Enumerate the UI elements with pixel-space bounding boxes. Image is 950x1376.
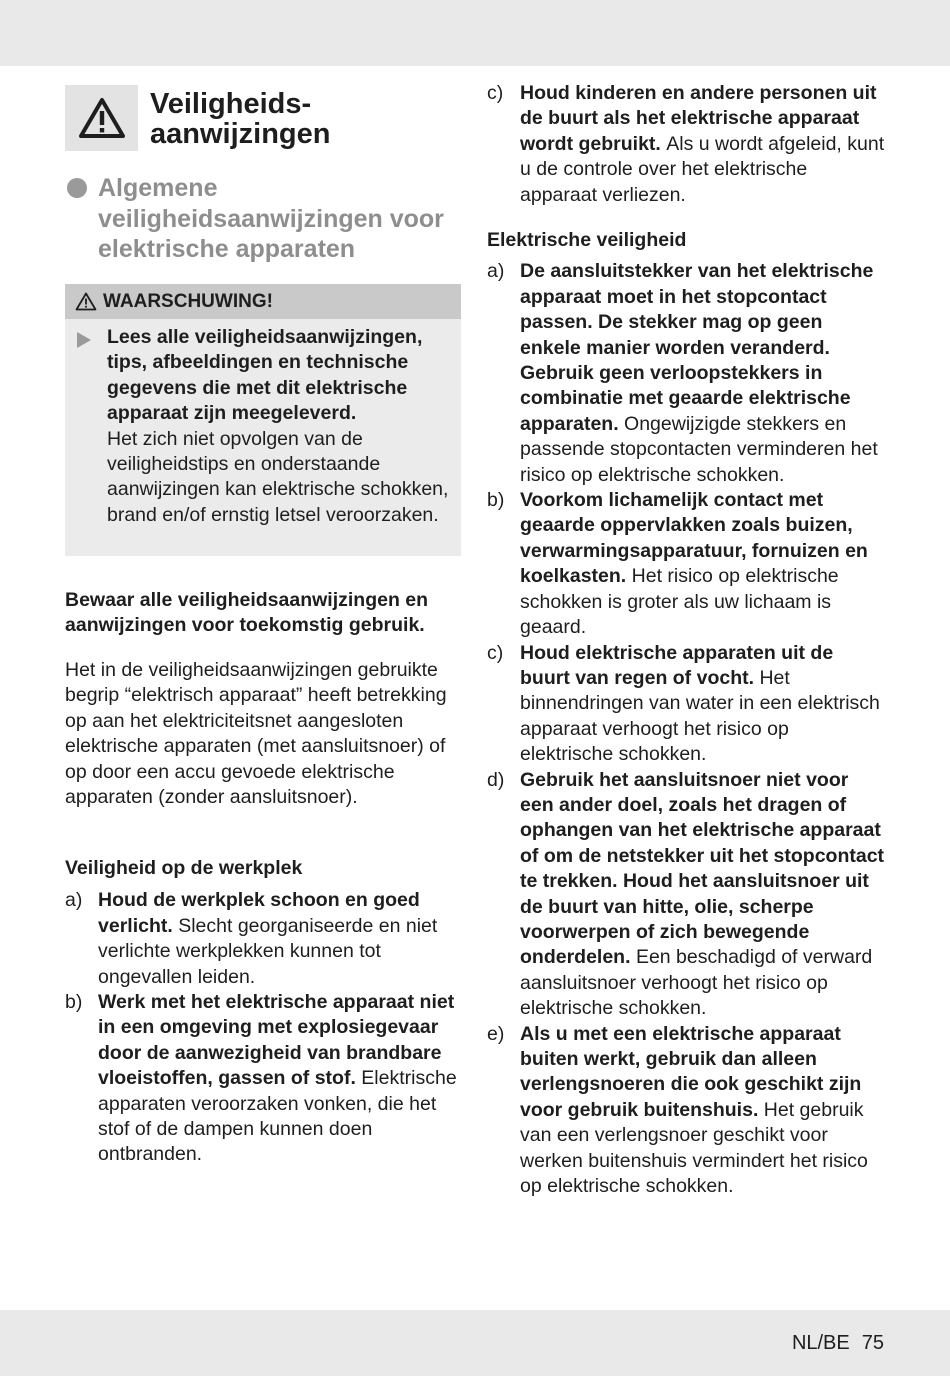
list-label: a) (65, 889, 83, 912)
page-title (150, 89, 330, 149)
page-title-line2: aanwijzingen (150, 118, 331, 150)
list-item (487, 1022, 887, 1200)
list-item-text: Elektrische apparaten veroorzaken vonken, die het stof of de dampen kunnen doen ontbranden. (98, 1067, 457, 1166)
warning-triangle-icon (65, 85, 138, 151)
list-item (487, 81, 887, 208)
list-item-bold: Gebruik het aansluitsnoer niet voor een ander doel, zoals het dragen of ophangen van het elektrische apparaat of om de netstekker uit het stopcontact te trekken. Houd het aansluitsnoer uit de buurt van hitte, olie, scherpe voorwerpen of zich bewegende onderdelen. (520, 768, 885, 969)
list-item-bold: Houd de werkplek schoon en goed verlicht. (98, 889, 420, 937)
list-label: c) (487, 82, 504, 104)
section-heading (65, 173, 461, 265)
keep-instructions: Bewaar alle veiligheidsaanwijzingen en aanwijzingen voor toekomstig gebruik. (65, 589, 429, 637)
workplace-heading: Veiligheid op de werkplek (65, 857, 303, 879)
list-label: e) (487, 1022, 505, 1045)
warning-bold-text: Lees alle veiligheidsaanwijzingen, tips, afbeeldingen en technische gegevens die met dit elektrische apparaat zijn meegeleverd. (107, 326, 423, 425)
list-item-text: Het risico op elektrische schokken is groter als uw lichaam is geaard. (520, 565, 839, 639)
list-item (65, 888, 461, 990)
section-heading-line2: veiligheidsaanwijzingen voor (98, 204, 444, 233)
list-item (487, 259, 887, 488)
page-footer (792, 1332, 884, 1355)
warning-small-icon (75, 292, 97, 311)
title-block (65, 85, 461, 151)
page-number: 75 (861, 1332, 884, 1354)
definition-paragraph: Het in de veiligheidsaanwijzingen gebruikte begrip “elektrisch apparaat” heeft betrekking op aan het elektriciteitsnet aangesloten elektrische apparaten (met aansluitsnoer) of op door een accu gevoede elektrische apparaten (zonder aansluitsnoer). (65, 659, 447, 809)
list-item-text: Als u wordt afgeleid, kunt u de controle over het elektrische apparaat verliezen. (520, 132, 885, 206)
list-item-bold: Als u met een elektrische apparaat buiten werkt, gebruik dan alleen verlengsnoeren die ook geschikt zijn voor gebruik buitenshuis. (520, 1022, 862, 1121)
workplace-section (65, 856, 461, 1168)
footer-locale: NL/BE (791, 1332, 850, 1354)
warning-box (65, 284, 461, 556)
warning-label: WAARSCHUWING! (103, 290, 273, 312)
section-heading-line1: Algemene (98, 174, 218, 202)
electrical-section (487, 228, 887, 1199)
list-label: b) (487, 489, 505, 512)
warning-body (65, 319, 461, 528)
list-item-text: Slecht georganiseerde en niet verlichte werkplekken kunnen tot ongevallen leiden. (98, 914, 438, 988)
list-item (487, 768, 887, 1022)
top-band (0, 0, 950, 66)
list-item-text: Ongewijzigde stekkers en passende stopcontacten verminderen het risico op elektrische schokken. (520, 412, 878, 486)
section-heading-line3: elektrische apparaten (98, 235, 356, 263)
list-label: b) (65, 991, 83, 1014)
page-title-line1: Veiligheids- (150, 88, 312, 120)
list-item-bold: Werk met het elektrische apparaat niet in een omgeving met explosiegevaar door de aanwezigheid van brandbare vloeistoffen, gassen of stof. (98, 991, 455, 1090)
list-item (65, 990, 461, 1168)
workplace-continued (487, 81, 887, 208)
electrical-heading: Elektrische veiligheid (487, 229, 687, 251)
arrow-right-icon (77, 332, 91, 348)
list-label: d) (487, 768, 505, 791)
list-label: a) (487, 260, 505, 283)
list-label: c) (487, 641, 504, 664)
list-item-text: Een beschadigd of verward aansluitsnoer verhoogt het risico op elektrische schokken. (520, 946, 873, 1020)
warning-header (65, 284, 461, 319)
list-item (487, 641, 887, 768)
list-item-bold: De aansluitstekker van het elektrische apparaat moet in het stopcontact passen. De stekker mag op geen enkele manier worden veranderd. Gebruik geen verloopstekkers in combinatie met geaarde elektrische apparaten. (520, 260, 874, 435)
warning-normal-text: Het zich niet opvolgen van de veiligheidstips en onderstaande aanwijzingen kan elektrische schokken, brand en/of ernstig letsel veroorzaken. (107, 427, 449, 526)
list-item-bold: Houd kinderen en andere personen uit de buurt als het elektrische apparaat wordt gebruikt. (520, 82, 877, 155)
list-item (487, 488, 887, 640)
list-item-text: Het gebruik van een verlengsnoer geschikt voor werken buitenshuis vermindert het risico op elektrische schokken. (520, 1098, 868, 1198)
list-item-text: Het binnendringen van water in een elektrisch apparaat verhoogt het risico op elektrische schokken. (520, 666, 880, 766)
list-item-bold: Houd elektrische apparaten uit de buurt van regen of vocht. (520, 641, 834, 689)
list-item-bold: Voorkom lichamelijk contact met geaarde oppervlakken zoals buizen, verwarmingsapparatuur, fornuizen en koelkasten. (520, 489, 868, 588)
section-bullet-icon (67, 178, 87, 198)
